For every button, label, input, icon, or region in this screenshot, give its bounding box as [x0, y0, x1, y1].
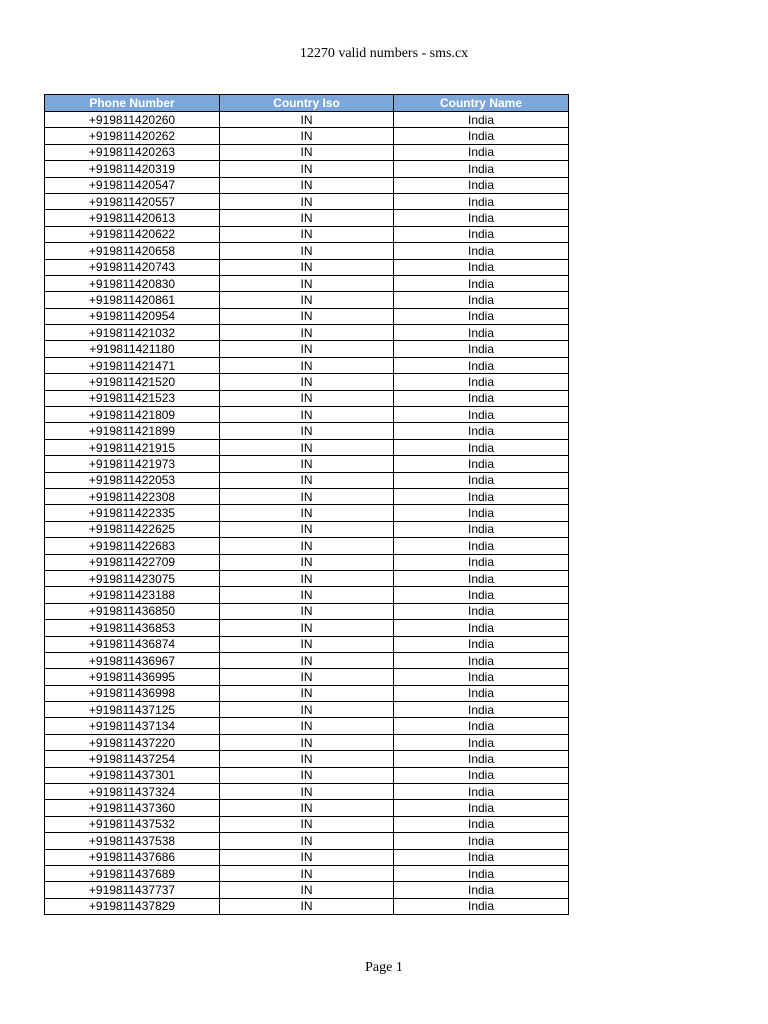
country-iso-cell: IN [220, 669, 394, 685]
country-iso-cell: IN [220, 751, 394, 767]
country-iso-cell: IN [220, 800, 394, 816]
table-row [45, 636, 569, 652]
country-name-cell: India [394, 702, 569, 718]
country-name-cell: India [394, 112, 569, 128]
table-row [45, 193, 569, 209]
country-name-cell: India [394, 554, 569, 570]
country-iso-cell: IN [220, 554, 394, 570]
phone-number-cell: +919811420557 [45, 193, 220, 209]
country-iso-cell: IN [220, 472, 394, 488]
table-row [45, 243, 569, 259]
table-row [45, 505, 569, 521]
table-row [45, 767, 569, 783]
table-row [45, 521, 569, 537]
phone-number-cell: +919811422709 [45, 554, 220, 570]
phone-number-cell: +919811421915 [45, 439, 220, 455]
table-row [45, 144, 569, 160]
country-iso-cell: IN [220, 652, 394, 668]
phone-number-cell: +919811422053 [45, 472, 220, 488]
table-row [45, 275, 569, 291]
country-name-cell: India [394, 390, 569, 406]
country-name-cell: India [394, 603, 569, 619]
phone-number-cell: +919811422335 [45, 505, 220, 521]
country-iso-cell: IN [220, 521, 394, 537]
country-name-cell: India [394, 341, 569, 357]
phone-number-cell: +919811421973 [45, 456, 220, 472]
table-row [45, 423, 569, 439]
column-header-country-name: Country Name [394, 95, 569, 112]
country-iso-cell: IN [220, 439, 394, 455]
phone-number-cell: +919811423188 [45, 587, 220, 603]
country-iso-cell: IN [220, 784, 394, 800]
country-name-cell: India [394, 210, 569, 226]
country-iso-cell: IN [220, 882, 394, 898]
country-name-cell: India [394, 669, 569, 685]
country-iso-cell: IN [220, 636, 394, 652]
phone-number-cell: +919811421032 [45, 325, 220, 341]
column-header-country-iso: Country Iso [220, 95, 394, 112]
phone-number-cell: +919811420260 [45, 112, 220, 128]
country-iso-cell: IN [220, 357, 394, 373]
country-iso-cell: IN [220, 685, 394, 701]
country-name-cell: India [394, 587, 569, 603]
table-row [45, 554, 569, 570]
table-row [45, 865, 569, 881]
table-row [45, 882, 569, 898]
table-row [45, 570, 569, 586]
country-name-cell: India [394, 751, 569, 767]
table-row [45, 652, 569, 668]
phone-number-cell: +919811437254 [45, 751, 220, 767]
country-name-cell: India [394, 456, 569, 472]
phone-number-cell: +919811437538 [45, 833, 220, 849]
phone-number-cell: +919811420319 [45, 161, 220, 177]
country-name-cell: India [394, 505, 569, 521]
country-name-cell: India [394, 259, 569, 275]
country-iso-cell: IN [220, 488, 394, 504]
phone-number-cell: +919811437125 [45, 702, 220, 718]
phone-number-cell: +919811437220 [45, 734, 220, 750]
table-row [45, 374, 569, 390]
table-row [45, 259, 569, 275]
country-iso-cell: IN [220, 275, 394, 291]
table-row [45, 620, 569, 636]
country-iso-cell: IN [220, 505, 394, 521]
country-name-cell: India [394, 652, 569, 668]
table-row [45, 784, 569, 800]
phone-number-cell: +919811437686 [45, 849, 220, 865]
phone-number-cell: +919811437134 [45, 718, 220, 734]
table-row [45, 603, 569, 619]
table-row [45, 177, 569, 193]
phone-number-cell: +919811437301 [45, 767, 220, 783]
country-name-cell: India [394, 784, 569, 800]
table-row [45, 325, 569, 341]
country-iso-cell: IN [220, 423, 394, 439]
country-name-cell: India [394, 488, 569, 504]
phone-number-cell: +919811437324 [45, 784, 220, 800]
table-row [45, 833, 569, 849]
country-iso-cell: IN [220, 112, 394, 128]
country-iso-cell: IN [220, 374, 394, 390]
phone-number-cell: +919811421180 [45, 341, 220, 357]
phone-number-cell: +919811436967 [45, 652, 220, 668]
phone-number-cell: +919811436853 [45, 620, 220, 636]
column-header-phone-number: Phone Number [45, 95, 220, 112]
country-name-cell: India [394, 898, 569, 914]
country-name-cell: India [394, 636, 569, 652]
country-iso-cell: IN [220, 587, 394, 603]
phone-number-cell: +919811420547 [45, 177, 220, 193]
table-header [45, 95, 569, 112]
country-name-cell: India [394, 882, 569, 898]
country-name-cell: India [394, 407, 569, 423]
table-row [45, 587, 569, 603]
country-iso-cell: IN [220, 341, 394, 357]
table-row [45, 128, 569, 144]
phone-number-cell: +919811422308 [45, 488, 220, 504]
table-row [45, 718, 569, 734]
country-iso-cell: IN [220, 390, 394, 406]
table-row [45, 407, 569, 423]
country-iso-cell: IN [220, 193, 394, 209]
table-body [45, 112, 569, 915]
phone-number-cell: +919811422625 [45, 521, 220, 537]
table-row [45, 161, 569, 177]
country-name-cell: India [394, 357, 569, 373]
table-row [45, 226, 569, 242]
country-name-cell: India [394, 308, 569, 324]
table-row [45, 439, 569, 455]
country-name-cell: India [394, 685, 569, 701]
table-row [45, 390, 569, 406]
phone-number-cell: +919811423075 [45, 570, 220, 586]
phone-number-cell: +919811420622 [45, 226, 220, 242]
table-row [45, 112, 569, 128]
phone-number-cell: +919811420743 [45, 259, 220, 275]
country-iso-cell: IN [220, 734, 394, 750]
country-iso-cell: IN [220, 849, 394, 865]
country-iso-cell: IN [220, 407, 394, 423]
table-row [45, 472, 569, 488]
country-iso-cell: IN [220, 177, 394, 193]
country-name-cell: India [394, 177, 569, 193]
country-iso-cell: IN [220, 308, 394, 324]
phone-number-cell: +919811421520 [45, 374, 220, 390]
country-iso-cell: IN [220, 325, 394, 341]
table-row [45, 538, 569, 554]
country-name-cell: India [394, 144, 569, 160]
phone-number-cell: +919811437689 [45, 865, 220, 881]
country-iso-cell: IN [220, 161, 394, 177]
table-row [45, 800, 569, 816]
country-name-cell: India [394, 800, 569, 816]
country-name-cell: India [394, 439, 569, 455]
table-row [45, 341, 569, 357]
phone-number-cell: +919811437532 [45, 816, 220, 832]
phone-number-cell: +919811420262 [45, 128, 220, 144]
phone-number-cell: +919811437360 [45, 800, 220, 816]
table-row [45, 816, 569, 832]
country-iso-cell: IN [220, 603, 394, 619]
country-name-cell: India [394, 374, 569, 390]
country-iso-cell: IN [220, 816, 394, 832]
table-row [45, 685, 569, 701]
phone-number-cell: +919811420954 [45, 308, 220, 324]
country-name-cell: India [394, 865, 569, 881]
country-name-cell: India [394, 538, 569, 554]
phone-number-cell: +919811421809 [45, 407, 220, 423]
country-name-cell: India [394, 521, 569, 537]
country-name-cell: India [394, 734, 569, 750]
table-row [45, 702, 569, 718]
phone-number-table [44, 94, 569, 915]
table-row [45, 669, 569, 685]
phone-number-cell: +919811420263 [45, 144, 220, 160]
table-row [45, 488, 569, 504]
phone-number-cell: +919811436850 [45, 603, 220, 619]
country-name-cell: India [394, 472, 569, 488]
table-row [45, 210, 569, 226]
table-row [45, 751, 569, 767]
country-name-cell: India [394, 423, 569, 439]
country-iso-cell: IN [220, 898, 394, 914]
table-row [45, 292, 569, 308]
country-iso-cell: IN [220, 259, 394, 275]
table-row [45, 456, 569, 472]
country-iso-cell: IN [220, 538, 394, 554]
document-title: 12270 valid numbers - sms.cx [299, 46, 469, 61]
country-name-cell: India [394, 325, 569, 341]
country-name-cell: India [394, 243, 569, 259]
page-number: Page 1 [365, 960, 403, 975]
phone-number-cell: +919811421471 [45, 357, 220, 373]
country-iso-cell: IN [220, 128, 394, 144]
country-name-cell: India [394, 292, 569, 308]
table-row [45, 849, 569, 865]
phone-number-cell: +919811436998 [45, 685, 220, 701]
country-iso-cell: IN [220, 292, 394, 308]
phone-number-cell: +919811437737 [45, 882, 220, 898]
country-name-cell: India [394, 718, 569, 734]
country-iso-cell: IN [220, 226, 394, 242]
country-iso-cell: IN [220, 456, 394, 472]
country-name-cell: India [394, 833, 569, 849]
table-row [45, 357, 569, 373]
phone-number-cell: +919811436995 [45, 669, 220, 685]
table-row [45, 734, 569, 750]
country-iso-cell: IN [220, 210, 394, 226]
table-row [45, 308, 569, 324]
country-iso-cell: IN [220, 702, 394, 718]
country-iso-cell: IN [220, 718, 394, 734]
phone-number-cell: +919811437829 [45, 898, 220, 914]
country-name-cell: India [394, 849, 569, 865]
phone-number-cell: +919811421523 [45, 390, 220, 406]
phone-number-cell: +919811420830 [45, 275, 220, 291]
country-name-cell: India [394, 816, 569, 832]
country-name-cell: India [394, 767, 569, 783]
country-name-cell: India [394, 620, 569, 636]
phone-number-cell: +919811420861 [45, 292, 220, 308]
phone-number-cell: +919811420613 [45, 210, 220, 226]
country-iso-cell: IN [220, 865, 394, 881]
country-name-cell: India [394, 570, 569, 586]
phone-number-cell: +919811436874 [45, 636, 220, 652]
header-row [45, 95, 569, 112]
country-name-cell: India [394, 226, 569, 242]
phone-number-cell: +919811422683 [45, 538, 220, 554]
phone-number-cell: +919811420658 [45, 243, 220, 259]
country-name-cell: India [394, 275, 569, 291]
country-iso-cell: IN [220, 620, 394, 636]
country-iso-cell: IN [220, 833, 394, 849]
table-row [45, 898, 569, 914]
country-name-cell: India [394, 161, 569, 177]
country-iso-cell: IN [220, 243, 394, 259]
country-iso-cell: IN [220, 767, 394, 783]
phone-number-cell: +919811421899 [45, 423, 220, 439]
country-name-cell: India [394, 128, 569, 144]
country-iso-cell: IN [220, 144, 394, 160]
country-name-cell: India [394, 193, 569, 209]
country-iso-cell: IN [220, 570, 394, 586]
